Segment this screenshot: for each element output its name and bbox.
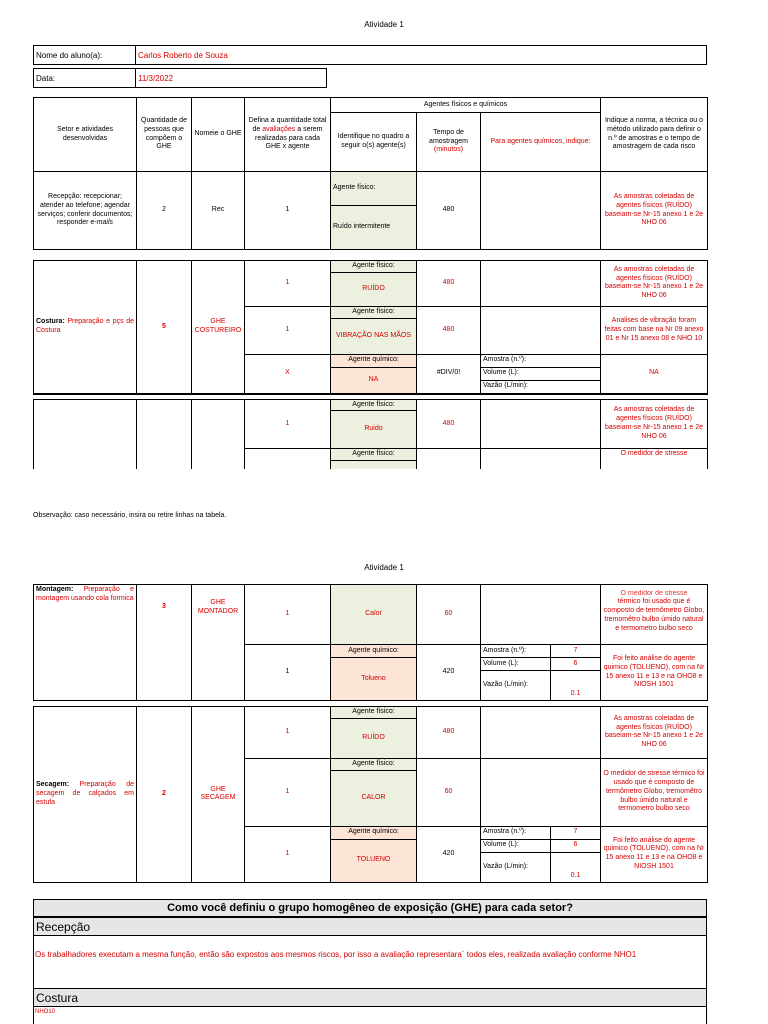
costura-r1-evals[interactable]: 1: [245, 261, 331, 307]
costura-r3-label: Agente químico:: [331, 354, 417, 367]
partial-r2-evals[interactable]: [245, 449, 331, 469]
costura-r1-time[interactable]: 480: [417, 261, 481, 307]
secagem-r1-norm[interactable]: As amostras coletadas de agentes físicos (RUÍDO) baseiam-se Nr-15 anexo 1 e 2e NHO 06: [601, 707, 708, 759]
secagem-r2-agent[interactable]: CALOR: [331, 770, 417, 826]
date-label: Data:: [34, 69, 136, 87]
costura-r3-evals[interactable]: X: [245, 354, 331, 394]
header-agents: Agentes físicos e químicos: [331, 98, 601, 113]
costura-r2-norm[interactable]: Analises de vibração foram feitas com base na Nr 09 anexo 01 e Nr 15 anexo 08 e NHO 10: [601, 306, 708, 354]
costura-r1-agent[interactable]: RUÍDO: [331, 272, 417, 306]
reception-evals[interactable]: 1: [245, 172, 331, 250]
montagem-r2-norm[interactable]: Foi feito análise do agente quimico (TOLUENO), com na Nr 15 anexo 11 e 13 e na OHO8 e NIOSH 1501: [601, 645, 708, 701]
montagem-amostra-label: Amostra (n.º):: [481, 645, 551, 658]
partial-r2-norm[interactable]: O medidor de stresse: [601, 449, 708, 469]
secagem-r3-agent[interactable]: TOLUENO: [331, 839, 417, 882]
montagem-r2-evals[interactable]: 1: [245, 645, 331, 701]
partial-sector: [34, 399, 137, 469]
costura-r3-volume: Volume (L):: [481, 367, 601, 380]
partial-r1-time[interactable]: 480: [417, 399, 481, 449]
secagem-r2-chem[interactable]: [481, 758, 601, 826]
costura-r3-vazao: Vazão (L/min):: [481, 380, 601, 394]
date-row: [33, 68, 327, 88]
partial-r1-chem[interactable]: [481, 399, 601, 449]
reception-chem[interactable]: [481, 172, 601, 250]
montagem-r1-norm[interactable]: O medidor de stresse térmico foi usado que é composto de termômetro Globo, tremomêtro bulbo úmido natural e termometro bulbo seco: [601, 585, 708, 645]
spacer-row: [34, 250, 708, 261]
costura-r2-time[interactable]: 480: [417, 306, 481, 354]
observation-note: Observação: caso necessário, insira ou retire linhas na tabela.: [33, 512, 227, 519]
header-identify: Identifique no quadro a seguir o(s) agente(s): [331, 113, 417, 172]
secagem-r3-norm[interactable]: Foi feito análise do agente quimico (TOLUENO), com na Nr 15 anexo 11 e 13 e na OHO8 e NIOSH 1501: [601, 826, 708, 882]
secagem-r3-evals[interactable]: 1: [245, 826, 331, 882]
montagem-r1-chem[interactable]: [481, 585, 601, 645]
costura-heading: Costura: [33, 988, 707, 1007]
student-name-row: [33, 45, 707, 65]
montagem-r1-agent[interactable]: Calor: [331, 585, 417, 645]
page2-title: Atividade 1: [364, 563, 404, 572]
secagem-r1-chem[interactable]: [481, 707, 601, 759]
montagem-r2-label: Agente químico:: [331, 645, 417, 658]
montagem-qty[interactable]: 3: [137, 585, 192, 701]
reception-agent-label: Agente físico:: [331, 172, 417, 206]
reception-ghe[interactable]: Rec: [192, 172, 245, 250]
montagem-volume-label: Volume (L):: [481, 658, 551, 671]
reception-agent[interactable]: Ruído intermitente: [331, 206, 417, 250]
exposure-table-continued: [33, 584, 708, 886]
secagem-qty[interactable]: 2: [137, 707, 192, 883]
header-qty: Quantidade de pessoas que compõem o GHE: [137, 98, 192, 172]
secagem-r2-time[interactable]: 60: [417, 758, 481, 826]
costura-answer[interactable]: NHO10: [35, 1009, 56, 1015]
costura-ghe[interactable]: GHE COSTUREIRO: [192, 261, 245, 395]
montagem-r1-evals[interactable]: 1: [245, 585, 331, 645]
secagem-r3-label: Agente químico:: [331, 826, 417, 839]
exposure-table: [33, 97, 708, 469]
costura-qty[interactable]: 5: [137, 261, 192, 395]
header-sector: Setor e atividades desenvolvidas: [34, 98, 137, 172]
secagem-ghe[interactable]: GHE SECAGEM: [192, 707, 245, 883]
montagem-r1-time[interactable]: 60: [417, 585, 481, 645]
secagem-r1-label: Agente físico:: [331, 707, 417, 719]
costura-r2-agent[interactable]: VIBRAÇÃO NAS MÃOS: [331, 318, 417, 354]
date-value[interactable]: 11/3/2022: [138, 74, 173, 83]
costura-r2-chem[interactable]: [481, 306, 601, 354]
partial-r1-evals[interactable]: 1: [245, 399, 331, 449]
costura-r2-evals[interactable]: 1: [245, 306, 331, 354]
secagem-r2-norm[interactable]: O medidor de stresse térmico foi usado que é composto de termômetro Globo, tremomêtro bulbo úmido natural e termometro bulbo seco: [601, 758, 708, 826]
header-norm: Indique a norma, a técnica ou o método utilizado para definir o n.º de amostras e o tempo de amostragem de cada risco: [601, 98, 708, 172]
montagem-vazao-label: Vazão (L/min):: [481, 671, 551, 701]
partial-r2-time[interactable]: [417, 449, 481, 469]
costura-r1-norm[interactable]: As amostras coletadas de agentes físicos (RUÍDO) baseiam-se Nr-15 anexo 1 e 2e NHO 06: [601, 261, 708, 307]
partial-ghe[interactable]: [192, 399, 245, 469]
partial-r1-agent[interactable]: Ruido: [331, 411, 417, 449]
secagem-r3-time[interactable]: 420: [417, 826, 481, 882]
montagem-r2-time[interactable]: 420: [417, 645, 481, 701]
recepcao-answer[interactable]: Os trabalhadores executam a mesma função, então são expostos aos mesmos riscos, por isso a avaliação representara´ todos eles, realizada avaliação conforme NHO1: [35, 950, 637, 959]
costura-r3-time[interactable]: #DIV/0!: [417, 354, 481, 394]
secagem-vazao[interactable]: 0.1: [551, 852, 601, 882]
header-name: Nomeie o GHE: [192, 98, 245, 172]
secagem-vazao-label: Vazão (L/min):: [481, 852, 551, 882]
secagem-r1-time[interactable]: 480: [417, 707, 481, 759]
header-define: Defina a quantidade total de avaliações a serem realizadas para cada GHE x agente: [245, 98, 331, 172]
costura-r3-amostra: Amostra (n.º):: [481, 354, 601, 367]
montagem-r2-agent[interactable]: Tolueno: [331, 658, 417, 701]
partial-r2-agent[interactable]: [331, 461, 417, 470]
secagem-r2-label: Agente físico:: [331, 758, 417, 770]
montagem-volume[interactable]: 6: [551, 658, 601, 671]
header-chem: Para agentes químicos, indique:: [481, 113, 601, 172]
costura-sector: Costura: Preparação e pçs de Costura: [34, 261, 137, 395]
montagem-vazao[interactable]: 0.1: [551, 671, 601, 701]
secagem-sector: Secagem: Preparação de secagem de calçados em estufa: [34, 707, 137, 883]
header-time: Tempo de amostragem (minutos): [417, 113, 481, 172]
montagem-sector: Montagem: Preparação e montagem usando cola formica: [34, 585, 137, 701]
montagem-amostra[interactable]: 7: [551, 645, 601, 658]
secagem-r2-evals[interactable]: 1: [245, 758, 331, 826]
reception-qty[interactable]: 2: [137, 172, 192, 250]
partial-r1-norm[interactable]: As amostras coletadas de agentes físicos (RUÍDO) baseiam-se Nr-15 anexo 1 e 2e NHO 06: [601, 399, 708, 449]
costura-r1-chem[interactable]: [481, 261, 601, 307]
costura-r3-norm[interactable]: NA: [601, 354, 708, 394]
reception-norm[interactable]: As amostras coletadas de agentes físicos (RUÍDO) baseiam-se Nr-15 anexo 1 e 2e NHO 06: [601, 172, 708, 250]
costura-r1-label: Agente físico:: [331, 261, 417, 273]
montagem-ghe[interactable]: GHE MONTADOR: [192, 585, 245, 701]
secagem-volume[interactable]: 6: [551, 839, 601, 852]
page1-title: Atividade 1: [364, 20, 404, 29]
student-name-value[interactable]: Carlos Roberto de Souza: [138, 51, 228, 60]
secagem-r1-evals[interactable]: 1: [245, 707, 331, 759]
partial-r2-label: Agente físico:: [331, 449, 417, 461]
costura-r2-label: Agente físico:: [331, 306, 417, 318]
ghe-question-title: Como você definiu o grupo homogêneo de exposição (GHE) para cada setor?: [33, 899, 707, 917]
partial-r1-label: Agente físico:: [331, 399, 417, 411]
partial-r2-chem[interactable]: [481, 449, 601, 469]
secagem-amostra[interactable]: 7: [551, 826, 601, 839]
secagem-amostra-label: Amostra (n.º):: [481, 826, 551, 839]
partial-qty[interactable]: [137, 399, 192, 469]
reception-time[interactable]: 480: [417, 172, 481, 250]
secagem-r1-agent[interactable]: RUÍDO: [331, 718, 417, 758]
recepcao-heading: Recepção: [33, 917, 707, 936]
student-name-label: Nome do aluno(a):: [34, 46, 136, 64]
reception-sector: Recepção: recepcionar; atender ao telefone; agendar serviços; conferir documentos; responder e-mails: [34, 172, 137, 250]
costura-r3-agent[interactable]: NA: [331, 367, 417, 394]
secagem-volume-label: Volume (L):: [481, 839, 551, 852]
